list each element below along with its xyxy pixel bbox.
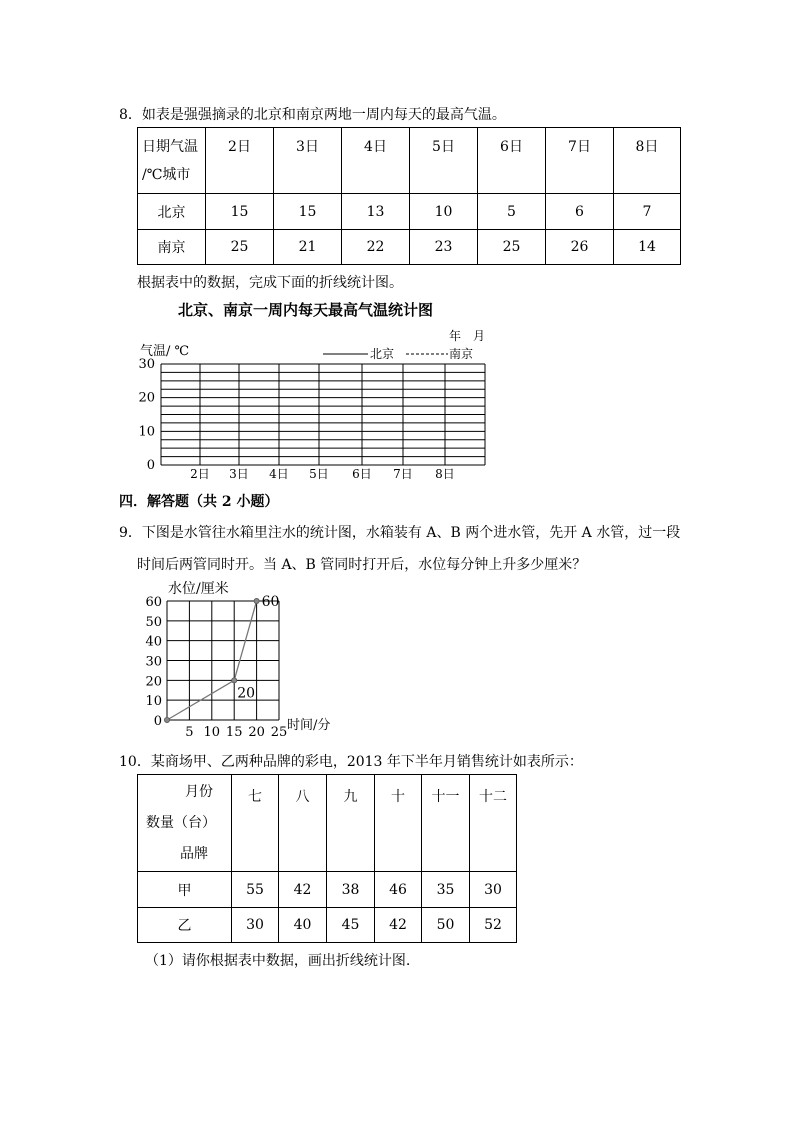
q8-blank-chart	[130, 326, 500, 486]
q8-y-tick-label: 10	[138, 424, 155, 440]
q9-y-tick-label: 50	[145, 614, 162, 630]
q10-table-cell: 46	[375, 872, 422, 908]
q9-y-tick-label: 20	[145, 674, 162, 690]
q8-y-tick-label: 0	[146, 458, 155, 473]
q10-table-cell: 35	[422, 872, 470, 908]
q10-sales-table	[137, 774, 517, 943]
section-heading: 四．解答题（共 2 小题）	[119, 494, 279, 510]
q10-month-header: 八	[279, 775, 327, 872]
q9-y-tick-label: 30	[145, 654, 162, 670]
q8-x-tick-label: 4日	[269, 467, 289, 481]
q10-month-header: 九	[327, 775, 375, 872]
q8-date-header: 6日	[478, 128, 546, 194]
q8-date-header: 4日	[342, 128, 410, 194]
q9-y-tick-label: 10	[145, 694, 162, 710]
q9-ylabel: 水位/厘米	[168, 581, 229, 597]
q8-grid	[161, 364, 485, 465]
q10-header-brand: 品牌	[180, 845, 208, 862]
q10-table-cell: 38	[327, 872, 375, 908]
q8-table-header-cell	[138, 128, 206, 194]
q10-table-cell: 42	[279, 872, 327, 908]
q10-table-cell: 42	[375, 908, 422, 943]
q8-date-header: 5日	[410, 128, 478, 194]
q10-table-cell: 55	[232, 872, 279, 908]
q8-table-cell: 15	[274, 194, 342, 230]
q8-question: 8．如表是强强摘录的北京和南京两地一周内每天的最高气温。	[119, 107, 506, 123]
q8-x-tick-label: 2日	[190, 467, 210, 481]
q9-y-tick-label: 40	[145, 634, 162, 650]
q8-y-tick-label: 20	[138, 390, 155, 406]
q10-table-header-cell	[138, 775, 232, 872]
q9-x-tick-label: 20	[248, 725, 265, 736]
q8-table-cell: 22	[342, 230, 410, 265]
q9-point-label: 60	[261, 594, 280, 610]
q9-data-point	[254, 598, 259, 603]
legend-beijing: 北京	[370, 347, 395, 361]
q10-table-cell: 30	[470, 872, 517, 908]
q10-table-cell: 40	[279, 908, 327, 943]
q10-table-cell: 30	[232, 908, 279, 943]
q8-date-header: 8日	[614, 128, 681, 194]
q8-year-month-label: 年 月	[449, 329, 486, 343]
q8-table-cell: 26	[546, 230, 614, 265]
q8-temperature-table	[137, 127, 681, 265]
q9-y-tick-label: 60	[145, 595, 162, 610]
q10-question: 10．某商场甲、乙两种品牌的彩电，2013 年下半年月销售统计如表所示：	[119, 754, 583, 770]
q9-data-point	[164, 717, 169, 722]
q9-x-tick-label: 25	[270, 725, 288, 736]
q8-table-cell: 6	[546, 194, 614, 230]
q10-month-header: 十	[375, 775, 422, 872]
q10-table-cell: 50	[422, 908, 470, 943]
q9-x-tick-label: 10	[203, 725, 221, 736]
q8-header-bottom: /℃城市	[142, 166, 191, 183]
q8-x-tick-label: 7日	[393, 467, 413, 481]
q10-month-header: 十二	[470, 775, 517, 872]
q10-brand-yi: 乙	[138, 908, 232, 943]
q9-line1: 9．下图是水管往水箱里注水的统计图，水箱装有 A、B 两个进水管，先开 A 水管，过一段	[119, 525, 681, 541]
q9-x-tick-label: 15	[225, 725, 243, 736]
q10-month-header: 十一	[422, 775, 470, 872]
q8-ylabel: 气温/ ℃	[140, 344, 190, 359]
q9-series	[164, 594, 279, 723]
q8-y-ticks	[138, 357, 155, 473]
q9-data-point	[232, 678, 237, 683]
legend-nanjing: 南京	[449, 347, 474, 361]
q8-chart-title: 北京、南京一周内每天最高气温统计图	[178, 301, 434, 319]
q10-brand-jia: 甲	[138, 872, 232, 908]
q8-table-cell: 13	[342, 194, 410, 230]
q8-x-tick-label: 6日	[352, 467, 372, 481]
q9-point-label: 20	[237, 685, 256, 702]
q8-city-beijing: 北京	[138, 194, 206, 230]
q8-x-ticks	[190, 467, 455, 481]
q10-table-cell: 52	[470, 908, 517, 943]
q8-table-cell: 15	[206, 194, 274, 230]
q8-x-tick-label: 8日	[435, 467, 455, 481]
q8-table-cell: 7	[614, 194, 681, 230]
q10-header-month: 月份	[185, 783, 213, 800]
q8-table-cell: 5	[478, 194, 546, 230]
q8-table-cell: 25	[206, 230, 274, 265]
q8-date-header: 3日	[274, 128, 342, 194]
q10-sub1: （1）请你根据表中数据，画出折线统计图.	[145, 953, 411, 969]
q8-date-header: 7日	[546, 128, 614, 194]
q10-month-header: 七	[232, 775, 279, 872]
q8-table-cell: 23	[410, 230, 478, 265]
q8-table-cell: 14	[614, 230, 681, 265]
q8-city-nanjing: 南京	[138, 230, 206, 265]
q8-header-top: 日期气温	[142, 138, 198, 155]
q8-instruction: 根据表中的数据，完成下面的折线统计图。	[137, 275, 403, 291]
q8-x-tick-label: 3日	[229, 467, 249, 481]
q8-table-cell: 10	[410, 194, 478, 230]
q9-water-level-chart	[140, 576, 360, 736]
q8-date-header: 2日	[206, 128, 274, 194]
q9-line2: 时间后两管同时开。当 A、B 管同时打开后，水位每分钟上升多少厘米？	[137, 557, 587, 573]
q8-table-cell: 21	[274, 230, 342, 265]
q9-y-tick-label: 0	[153, 714, 162, 729]
q8-x-tick-label: 5日	[309, 467, 329, 481]
q8-table-cell: 25	[478, 230, 546, 265]
q8-y-tick-label: 30	[138, 357, 155, 372]
q10-table-cell: 45	[327, 908, 375, 943]
q9-grid	[167, 601, 279, 720]
q9-xlabel: 时间/分	[287, 718, 331, 733]
q10-header-quantity: 数量（台）	[146, 814, 216, 831]
q9-x-tick-label: 5	[185, 725, 194, 736]
